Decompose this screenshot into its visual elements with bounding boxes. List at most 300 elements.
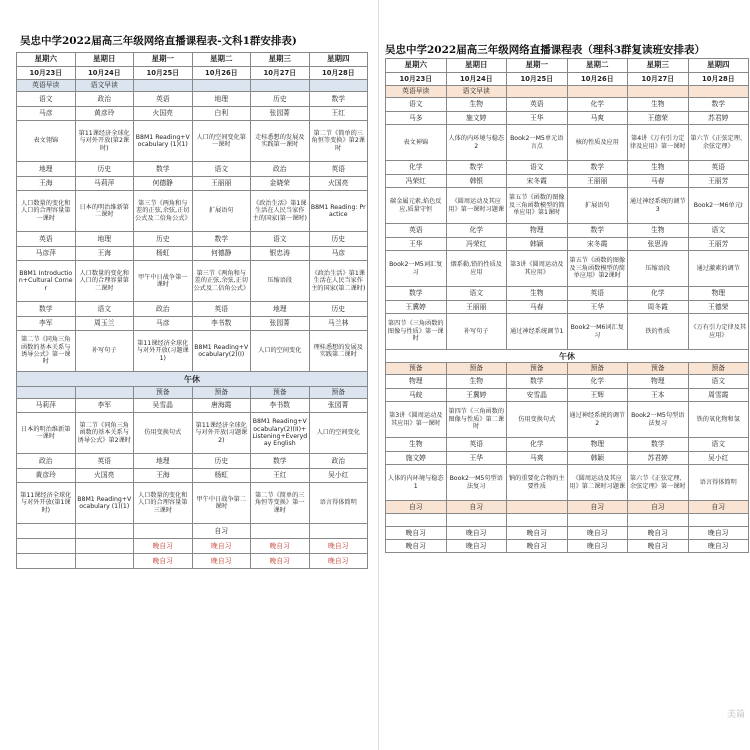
table-cell: 金晓荣 bbox=[251, 177, 310, 191]
table-cell: 周玉兰 bbox=[75, 317, 134, 331]
table-cell: 10月24日 bbox=[446, 73, 507, 86]
table-cell: B8M1 Reading+Vocabulary(2)(I) bbox=[192, 331, 251, 372]
schedule-row bbox=[386, 287, 749, 301]
schedule-row bbox=[386, 175, 749, 188]
table-cell: Book2一M5单元语言点 bbox=[507, 125, 568, 161]
table-cell: 《圆周运动及其应用》第一课时习题课 bbox=[446, 188, 507, 224]
table-cell: 王红 bbox=[309, 107, 368, 121]
table-cell: 星期三 bbox=[628, 59, 689, 73]
table-cell: 通过激素的调节 bbox=[688, 251, 749, 287]
table-cell: 人口的空间变化 bbox=[251, 331, 310, 372]
table-cell: 第3讲《圆周运动及其应用》第一课时 bbox=[386, 402, 447, 438]
watermark: 美篇 bbox=[726, 710, 745, 720]
table-cell: 10月25日 bbox=[134, 67, 193, 80]
table-cell: 第三节《两角和与差的正弦,余弦,正切公式及二倍角公式》 bbox=[192, 261, 251, 302]
table-cell bbox=[688, 86, 749, 98]
table-cell: 吴小红 bbox=[688, 452, 749, 465]
schedule-row bbox=[386, 527, 749, 540]
schedule-row bbox=[386, 402, 749, 438]
table-cell: 预备 bbox=[628, 363, 689, 375]
schedule-row bbox=[17, 261, 368, 302]
schedule-row bbox=[386, 438, 749, 452]
table-cell: 英语 bbox=[507, 98, 568, 112]
table-cell: 物理 bbox=[688, 287, 749, 301]
table-cell bbox=[507, 501, 568, 514]
table-cell: 物理 bbox=[628, 375, 689, 389]
table-cell: 晚自习 bbox=[567, 527, 628, 540]
table-cell: 预备 bbox=[507, 363, 568, 375]
table-cell: 晚自习 bbox=[567, 540, 628, 553]
table-cell: 晚自习 bbox=[688, 540, 749, 553]
table-cell bbox=[507, 86, 568, 98]
schedule-row bbox=[386, 314, 749, 350]
table-cell bbox=[17, 539, 76, 554]
table-cell: 10月28日 bbox=[309, 67, 368, 80]
table-cell: 午休 bbox=[386, 350, 749, 363]
table-cell: 地理 bbox=[192, 92, 251, 107]
table-cell: 黄彦玲 bbox=[75, 107, 134, 121]
table-cell: 张园菁 bbox=[251, 317, 310, 331]
schedule-row bbox=[17, 387, 368, 399]
table-cell: 星期六 bbox=[17, 53, 76, 67]
table-cell: 语文 bbox=[251, 232, 310, 247]
table-cell: 第四节《三角函数的图像与性质》第一课时 bbox=[386, 314, 447, 350]
schedule-row bbox=[386, 161, 749, 175]
table-cell: 人口的空间变化第一课时 bbox=[192, 121, 251, 162]
table-cell: 仿用变换句式 bbox=[134, 413, 193, 454]
table-cell: 英语 bbox=[567, 287, 628, 301]
table-cell: 《政治生活》第1课生活在人民当家作主的国家(第一课时) bbox=[251, 191, 310, 232]
table-cell: 英语 bbox=[309, 162, 368, 177]
table-cell: 李书数 bbox=[251, 399, 310, 413]
table-cell: 补写句子 bbox=[446, 314, 507, 350]
table-cell: Book2一M6词汇复习 bbox=[567, 314, 628, 350]
table-cell: 宋冬霞 bbox=[507, 175, 568, 188]
table-cell: 第二节《同角三角函数的基本关系与诱导公式》第2课时 bbox=[75, 413, 134, 454]
table-cell: 英语早读 bbox=[386, 86, 447, 98]
table-cell: 晚自习 bbox=[251, 554, 310, 569]
table-cell: 第11课经济全球化与对外开放(第1课时) bbox=[17, 483, 76, 524]
schedule-row bbox=[17, 483, 368, 524]
table-cell: 英语 bbox=[446, 438, 507, 452]
table-cell: 补写句子 bbox=[75, 331, 134, 372]
table-cell: 马爽 bbox=[567, 112, 628, 125]
table-cell bbox=[17, 387, 76, 399]
table-cell: 走桂悉想的发展及实践第一课时 bbox=[251, 121, 310, 162]
table-cell: 语言得体简明 bbox=[688, 465, 749, 501]
table-cell: 火国亮 bbox=[75, 469, 134, 483]
table-cell: 自习 bbox=[446, 501, 507, 514]
table-cell: 午休 bbox=[17, 372, 368, 387]
table-cell: 冯荣红 bbox=[446, 238, 507, 251]
schedule-row bbox=[386, 465, 749, 501]
schedule-row bbox=[17, 177, 368, 191]
table-cell: 晚自习 bbox=[134, 539, 193, 554]
table-cell: 英语 bbox=[134, 92, 193, 107]
table-cell: 马彦 bbox=[309, 247, 368, 261]
table-cell: 生物 bbox=[628, 224, 689, 238]
table-cell: B8M1 Reading: Practice bbox=[309, 191, 368, 232]
table-cell: 晚自习 bbox=[134, 554, 193, 569]
schedule-row bbox=[17, 107, 368, 121]
table-cell: 马彦萍 bbox=[17, 247, 76, 261]
table-cell: 扩展语句 bbox=[567, 188, 628, 224]
table-cell: 生物 bbox=[446, 375, 507, 389]
table-cell: 白利 bbox=[192, 107, 251, 121]
table-cell: 铁的性质 bbox=[628, 314, 689, 350]
table-cell: 张园菁 bbox=[251, 107, 310, 121]
table-cell: 自习 bbox=[628, 501, 689, 514]
table-cell: 吴小红 bbox=[309, 469, 368, 483]
table-cell: 烟系勒,铅的性质及应用 bbox=[446, 251, 507, 287]
table-cell: 英语 bbox=[17, 232, 76, 247]
table-cell: 星期日 bbox=[446, 59, 507, 73]
table-cell: 韩颖 bbox=[507, 238, 568, 251]
table-cell: 10月26日 bbox=[567, 73, 628, 86]
table-cell: 碳金属元素,焰色反应,质量守恒 bbox=[386, 188, 447, 224]
table-cell: 语文 bbox=[192, 162, 251, 177]
schedule-row bbox=[386, 98, 749, 112]
table-cell: 星期二 bbox=[567, 59, 628, 73]
table-cell bbox=[75, 554, 134, 569]
schedule-row bbox=[386, 125, 749, 161]
table-cell: 日本的明治维新第一课时 bbox=[17, 413, 76, 454]
table-cell: 英语早读 bbox=[17, 80, 76, 92]
table-cell bbox=[628, 86, 689, 98]
table-cell: 第二节《简单的三角恒等变换》第一课时 bbox=[251, 483, 310, 524]
schedule-row bbox=[17, 121, 368, 162]
table-cell: 生物 bbox=[628, 161, 689, 175]
table-cell: 火国亮 bbox=[134, 107, 193, 121]
table-cell: 第二节《简单的三角恒等变换》第2课时 bbox=[309, 121, 368, 162]
table-cell: 王德荣 bbox=[688, 301, 749, 314]
table-cell: 李军 bbox=[17, 317, 76, 331]
table-cell: 李书数 bbox=[192, 317, 251, 331]
table-cell: 通过神经系统的调节2 bbox=[567, 402, 628, 438]
table-cell: Book2一M6单元I bbox=[688, 188, 749, 224]
table-cell: 马莉萍 bbox=[75, 177, 134, 191]
table-cell: 语文 bbox=[446, 287, 507, 301]
table-cell: 数学 bbox=[192, 232, 251, 247]
schedule-row bbox=[386, 301, 749, 314]
schedule-row bbox=[17, 191, 368, 232]
table-cell: 历史 bbox=[134, 232, 193, 247]
schedule-row bbox=[17, 469, 368, 483]
table-cell bbox=[17, 524, 76, 539]
table-cell: 10月26日 bbox=[192, 67, 251, 80]
table-cell: 化学 bbox=[628, 287, 689, 301]
table-cell: 压缩语段 bbox=[628, 251, 689, 287]
table-cell: 自习 bbox=[688, 501, 749, 514]
table-cell: 预备 bbox=[134, 387, 193, 399]
table-cell: 历史 bbox=[251, 92, 310, 107]
table-cell bbox=[75, 539, 134, 554]
table-cell: 日本的明治维新第二课时 bbox=[75, 191, 134, 232]
table-cell: 星期三 bbox=[251, 53, 310, 67]
table-cell bbox=[75, 387, 134, 399]
table-cell: 何德静 bbox=[134, 177, 193, 191]
table-cell: 表文神锦 bbox=[386, 125, 447, 161]
schedule-row bbox=[17, 92, 368, 107]
table-cell: 星期六 bbox=[386, 59, 447, 73]
table-cell: 晚自习 bbox=[309, 539, 368, 554]
schedule-row bbox=[386, 188, 749, 224]
table-cell: 政治 bbox=[251, 162, 310, 177]
table-cell: 核的性质及应用 bbox=[567, 125, 628, 161]
table-cell: 通过神经系统调节1 bbox=[507, 314, 568, 350]
table-cell: 施文婷 bbox=[446, 112, 507, 125]
table-cell: 第4讲《万有引力定律及应用》第一课时 bbox=[628, 125, 689, 161]
table-cell: 扩展语句 bbox=[192, 191, 251, 232]
schedule-row bbox=[386, 224, 749, 238]
table-cell: 马莉萍 bbox=[17, 399, 76, 413]
table-cell bbox=[628, 514, 689, 527]
table-cell: 人口的空间变化 bbox=[309, 413, 368, 454]
schedule-row bbox=[17, 162, 368, 177]
table-cell: 化学 bbox=[567, 98, 628, 112]
table-cell: 生物 bbox=[507, 287, 568, 301]
table-cell: 地理 bbox=[17, 162, 76, 177]
table-cell: 预备 bbox=[446, 363, 507, 375]
schedule-row bbox=[386, 112, 749, 125]
table-cell: 晚自习 bbox=[507, 527, 568, 540]
table-cell: B8M1 Introduction+Cultural Corner bbox=[17, 261, 76, 302]
weekday-header-row bbox=[386, 59, 749, 73]
table-cell: 政治 bbox=[75, 92, 134, 107]
table-cell: 预备 bbox=[567, 363, 628, 375]
table-cell bbox=[251, 524, 310, 539]
table-cell bbox=[688, 514, 749, 527]
schedule-row bbox=[386, 350, 749, 363]
table-cell: 第五节《函数的图像及三角函数模型的简单应用》第2课时 bbox=[567, 251, 628, 287]
table-cell: 火国亮 bbox=[309, 177, 368, 191]
table-cell: 压缩语段 bbox=[251, 261, 310, 302]
table-cell: 语文 bbox=[17, 92, 76, 107]
left-schedule-table bbox=[16, 52, 368, 569]
table-cell: 数学 bbox=[17, 302, 76, 317]
table-cell bbox=[507, 514, 568, 527]
date-header-row bbox=[17, 67, 368, 80]
table-cell: 星期四 bbox=[688, 59, 749, 73]
table-cell: 英语 bbox=[688, 161, 749, 175]
table-cell: 数学 bbox=[628, 438, 689, 452]
right-schedule-table bbox=[385, 58, 749, 553]
table-cell: 吴雪晶 bbox=[134, 399, 193, 413]
table-cell: 王冀婷 bbox=[446, 389, 507, 402]
table-cell: B8M1 Reading+Vocabulary (1)(1) bbox=[75, 483, 134, 524]
table-cell: 理桂悉想的发展及实践第二课时 bbox=[309, 331, 368, 372]
table-cell: 10月23日 bbox=[386, 73, 447, 86]
table-cell: 自习 bbox=[567, 501, 628, 514]
table-cell: 王丽芳 bbox=[688, 238, 749, 251]
table-cell: 自习 bbox=[192, 524, 251, 539]
table-cell: 数学 bbox=[134, 162, 193, 177]
table-cell: 铁的氧化物和氢 bbox=[688, 402, 749, 438]
table-cell: 10月24日 bbox=[75, 67, 134, 80]
table-cell: 10月28日 bbox=[688, 73, 749, 86]
table-cell: 王海 bbox=[17, 177, 76, 191]
table-cell: 预备 bbox=[309, 387, 368, 399]
schedule-row bbox=[17, 399, 368, 413]
table-cell: 第六节《正弦定理、余弦定理》第一课时 bbox=[628, 465, 689, 501]
table-cell: 《万有引力定律及其应用》 bbox=[688, 314, 749, 350]
table-cell: 晚自习 bbox=[192, 539, 251, 554]
table-cell: 历史 bbox=[192, 454, 251, 469]
schedule-row bbox=[17, 372, 368, 387]
table-cell: 第11课经济全球化与对外开放(第2课时) bbox=[75, 121, 134, 162]
table-cell: Book2一M5词汇复习 bbox=[386, 251, 447, 287]
table-cell: 政治 bbox=[309, 454, 368, 469]
table-cell: 马春 bbox=[507, 301, 568, 314]
table-cell: 第二节《同角三角函数的基本关系与诱导公式》第一课时 bbox=[17, 331, 76, 372]
table-cell: 第六节《正弦定理、余弦定理》 bbox=[688, 125, 749, 161]
table-cell: 马彦 bbox=[17, 107, 76, 121]
table-cell: 周雪霞 bbox=[688, 389, 749, 402]
table-cell: 语文 bbox=[688, 438, 749, 452]
table-cell: 仿用变换句式 bbox=[507, 402, 568, 438]
table-cell: 预备 bbox=[386, 363, 447, 375]
table-cell: 数学 bbox=[688, 98, 749, 112]
table-cell: 王丽丽 bbox=[567, 175, 628, 188]
table-cell: 物理 bbox=[507, 224, 568, 238]
table-cell: 晚自习 bbox=[688, 527, 749, 540]
table-cell: 地理 bbox=[75, 232, 134, 247]
table-cell: 10月27日 bbox=[628, 73, 689, 86]
table-cell: 张思涛 bbox=[628, 238, 689, 251]
table-cell: 语文 bbox=[688, 224, 749, 238]
table-cell: 10月25日 bbox=[507, 73, 568, 86]
table-cell: 第四节《三角函数的图像与性质》第二课时 bbox=[446, 402, 507, 438]
right-schedule-sheet bbox=[378, 0, 750, 750]
table-cell: 甲午中日战争第一课时 bbox=[134, 261, 193, 302]
table-cell: 预备 bbox=[688, 363, 749, 375]
schedule-row bbox=[17, 302, 368, 317]
schedule-row bbox=[386, 251, 749, 287]
table-cell: 晚自习 bbox=[446, 527, 507, 540]
table-cell: 地理 bbox=[134, 454, 193, 469]
schedule-row bbox=[17, 317, 368, 331]
table-cell: 马皖 bbox=[386, 389, 447, 402]
table-cell: 宋冬霞 bbox=[567, 238, 628, 251]
schedule-row bbox=[386, 389, 749, 402]
schedule-row bbox=[17, 539, 368, 554]
table-cell: 第三节《两角和与差的正弦,余弦,正切公式及二倍角公式》 bbox=[134, 191, 193, 232]
table-cell: 星期一 bbox=[134, 53, 193, 67]
table-cell: 化学 bbox=[386, 161, 447, 175]
table-cell bbox=[309, 524, 368, 539]
table-cell: 王丽丽 bbox=[192, 177, 251, 191]
table-cell: 冯荣红 bbox=[386, 175, 447, 188]
left-sheet-title: 吴忠中学2022届高三年级网络直播课程表-文科1群安排表) bbox=[20, 35, 297, 47]
schedule-row bbox=[386, 86, 749, 98]
table-cell: 晚自习 bbox=[628, 540, 689, 553]
table-cell: 星期一 bbox=[507, 59, 568, 73]
table-cell: 苏君婷 bbox=[688, 112, 749, 125]
table-cell bbox=[251, 80, 310, 92]
table-cell: 何德静 bbox=[192, 247, 251, 261]
schedule-row bbox=[386, 375, 749, 389]
table-cell: 物理 bbox=[386, 375, 447, 389]
table-cell: 星期二 bbox=[192, 53, 251, 67]
table-cell: 王海 bbox=[75, 247, 134, 261]
table-cell: 苏君婷 bbox=[628, 452, 689, 465]
table-cell: Book2一M5句型语法复习 bbox=[446, 465, 507, 501]
table-cell: 王丽芳 bbox=[688, 175, 749, 188]
schedule-row bbox=[386, 452, 749, 465]
table-cell: 自习 bbox=[386, 501, 447, 514]
table-cell: 历史 bbox=[309, 232, 368, 247]
table-cell: 韩银 bbox=[446, 175, 507, 188]
table-cell: 生物 bbox=[446, 98, 507, 112]
table-cell: 化学 bbox=[567, 375, 628, 389]
table-cell: 晚自习 bbox=[507, 540, 568, 553]
table-cell: 王本 bbox=[628, 389, 689, 402]
table-cell: 预备 bbox=[251, 387, 310, 399]
table-cell: 英语 bbox=[386, 224, 447, 238]
table-cell: 马彦 bbox=[134, 317, 193, 331]
table-cell: 生物 bbox=[628, 98, 689, 112]
table-cell: 王海 bbox=[134, 469, 193, 483]
table-cell: 马爽 bbox=[507, 452, 568, 465]
table-cell: 10月23日 bbox=[17, 67, 76, 80]
right-sheet-title: 吴忠中学2022届高三年级网络直播课程表（理科3群复读班安排表） bbox=[385, 44, 706, 56]
table-cell: 星期日 bbox=[75, 53, 134, 67]
schedule-row bbox=[17, 454, 368, 469]
table-cell: 杨虹 bbox=[192, 469, 251, 483]
table-cell: 数学 bbox=[309, 92, 368, 107]
table-cell: 通过神经系统的调节3 bbox=[628, 188, 689, 224]
table-cell: 化学 bbox=[446, 224, 507, 238]
table-cell: 政治 bbox=[17, 454, 76, 469]
table-cell: 数学 bbox=[386, 287, 447, 301]
table-cell: 马多 bbox=[386, 112, 447, 125]
schedule-row bbox=[386, 238, 749, 251]
table-cell: 张园菁 bbox=[309, 399, 368, 413]
table-cell: 马春 bbox=[628, 175, 689, 188]
table-cell bbox=[134, 80, 193, 92]
table-cell: 银忠涛 bbox=[251, 247, 310, 261]
table-cell: 晚自习 bbox=[251, 539, 310, 554]
table-cell: 第五节《函数的图像及三角函数模型的简单应用》第1课时 bbox=[507, 188, 568, 224]
weekday-header-row bbox=[17, 53, 368, 67]
date-header-row bbox=[386, 73, 749, 86]
schedule-row bbox=[17, 413, 368, 454]
table-cell bbox=[567, 86, 628, 98]
table-cell: 王华 bbox=[567, 301, 628, 314]
table-cell: 安雪晶 bbox=[507, 389, 568, 402]
table-cell: 化学 bbox=[507, 438, 568, 452]
table-cell: 周冬霞 bbox=[628, 301, 689, 314]
table-cell: 韩颖 bbox=[567, 452, 628, 465]
table-cell bbox=[567, 514, 628, 527]
schedule-row bbox=[386, 363, 749, 375]
table-cell: 王冀婷 bbox=[386, 301, 447, 314]
table-cell bbox=[75, 524, 134, 539]
schedule-row bbox=[386, 501, 749, 514]
table-cell: 《圆周运动及其应用》第二课时习题课 bbox=[567, 465, 628, 501]
table-cell: 第11课经济全球化与对外开放(习题课1) bbox=[134, 331, 193, 372]
table-cell: 甲午中日战争第二课时 bbox=[192, 483, 251, 524]
table-cell bbox=[134, 524, 193, 539]
table-cell bbox=[309, 80, 368, 92]
table-cell: 语文早读 bbox=[75, 80, 134, 92]
schedule-row bbox=[386, 514, 749, 527]
schedule-row bbox=[17, 80, 368, 92]
table-cell: 《政治生活》第1课生活在人民当家作主的国家(第二课时) bbox=[309, 261, 368, 302]
schedule-row bbox=[386, 540, 749, 553]
table-cell: 语文 bbox=[386, 98, 447, 112]
table-cell: 钠的重要化合物的主要性质 bbox=[507, 465, 568, 501]
